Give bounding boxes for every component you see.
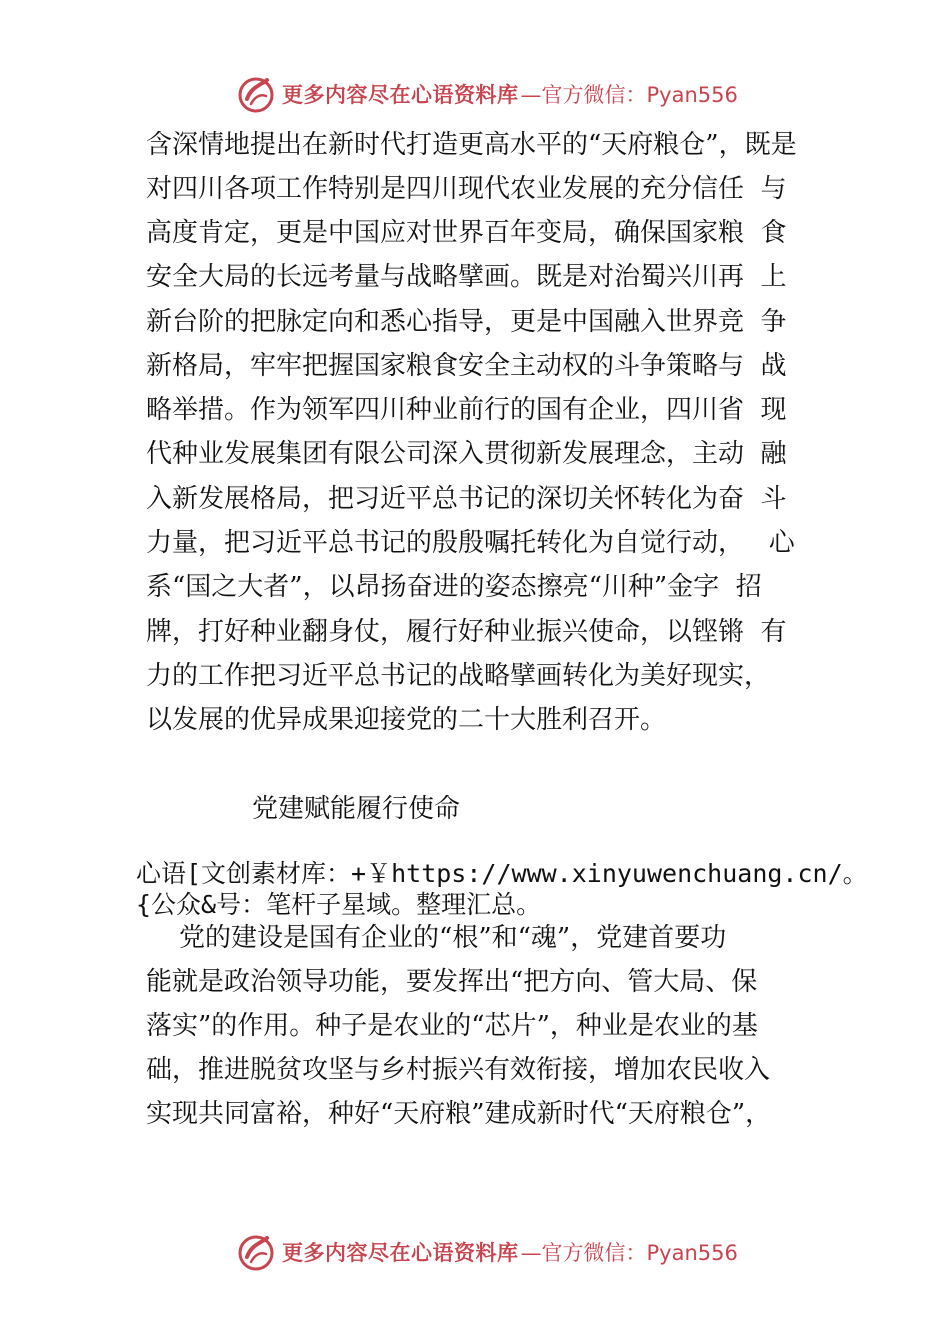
seal-logo-icon [236,74,276,114]
banner-main-text: 更多内容尽在心语资料库 [282,1241,519,1265]
text-line: 代种业发展集团有限公司深入贯彻新发展理念，主动 融 [146,439,787,469]
banner-wechat-text: —官方微信：Pyan556 [520,1241,738,1265]
text-line: 安全大局的长远考量与战略擘画。既是对治蜀兴川再 上 [146,262,787,292]
text-line: 础，推进脱贫攻坚与乡村振兴有效衔接，增加农民收入 [146,1055,771,1085]
source-note-line: 心语[文创素材库：+￥https://www.xinyuwenchuang.cn/。 [136,859,868,888]
text-line: 略举措。作为领军四川种业前行的国有企业，四川省 现 [146,395,787,425]
banner-main-text: 更多内容尽在心语资料库 [282,83,519,107]
text-line: 以发展的优异成果迎接党的二十大胜利召开。 [146,705,667,735]
text-line: 党的建设是国有企业的“根”和“魂”，党建首要功 [146,923,727,953]
text-line: 落实”的作用。种子是农业的“芯片”，种业是农业的基 [146,1011,758,1041]
text-line: 新台阶的把脉定向和悉心指导，更是中国融入世界竞 争 [146,307,787,337]
footer-banner [236,1230,738,1274]
text-line: 系“国之大者”，以昂扬奋进的姿态擦亮“川种”金字 招 [146,572,762,602]
header-banner [236,72,738,116]
banner-wechat-text: —官方微信：Pyan556 [520,83,738,107]
seal-logo-icon [236,1232,276,1272]
text-line: 能就是政治领导功能，要发挥出“把方向、管大局、保 [146,967,758,997]
text-line: 入新发展格局，把习近平总书记的深切关怀转化为奋 斗 [146,484,787,514]
text-line: 力量，把习近平总书记的殷殷嘱托转化为自觉行动， 心 [146,528,795,558]
text-line: 对四川各项工作特别是四川现代农业发展的充分信任 与 [146,174,787,204]
text-line: 牌，打好种业翻身仗，履行好种业振兴使命，以铿锵 有 [146,617,787,647]
text-line: 含深情地提出在新时代打造更高水平的“天府粮仓”，既是 [146,130,797,160]
source-note-line: {公众&号：笔杆子星域。整理汇总。 [136,890,542,919]
text-line: 新格局，牢牢把握国家粮食安全主动权的斗争策略与 战 [146,351,787,381]
text-line: 实现共同富裕，种好“天府粮”建成新时代“天府粮仓”， [146,1099,772,1129]
section-heading: 党建赋能履行使命 [252,794,461,824]
text-line: 高度肯定，更是中国应对世界百年变局，确保国家粮 食 [146,218,787,248]
text-line: 力的工作把习近平总书记的战略擘画转化为美好现实， [146,661,771,691]
